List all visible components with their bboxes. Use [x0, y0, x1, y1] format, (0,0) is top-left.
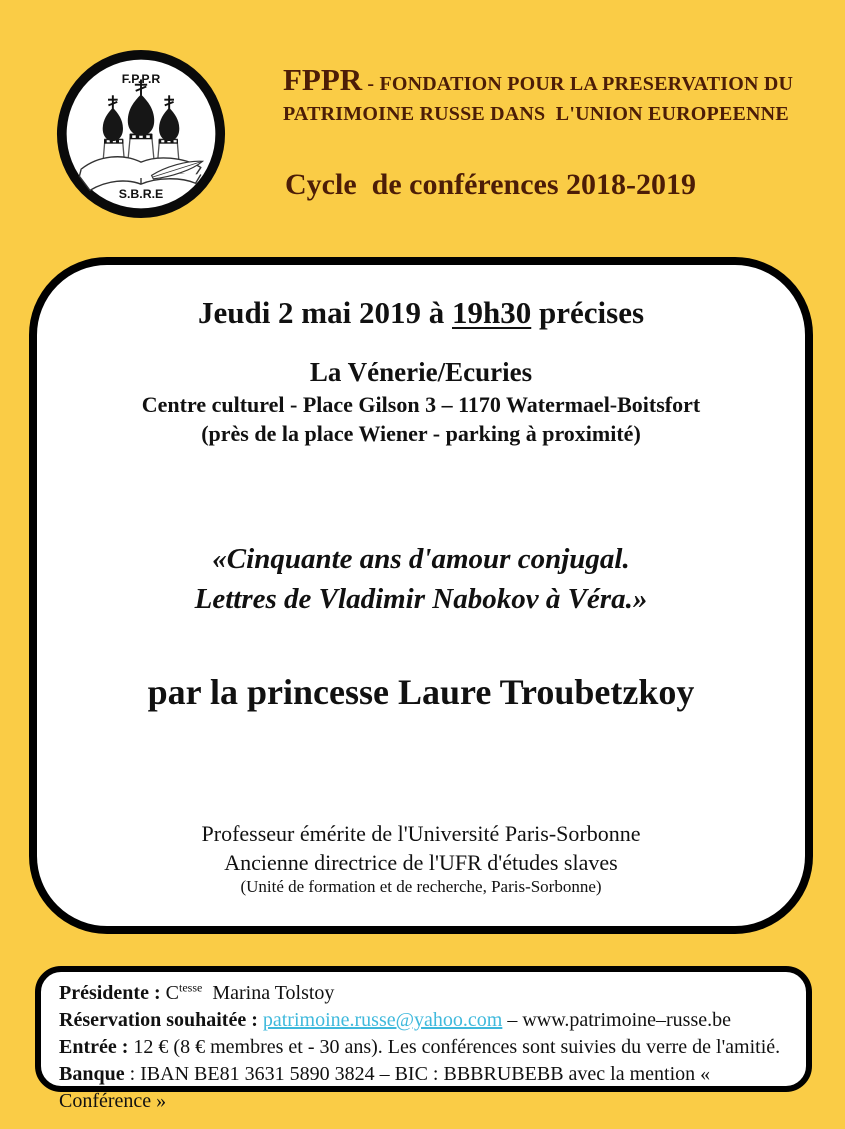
president-title-initial: C	[165, 982, 179, 1004]
email-link[interactable]: patrimoine.russe@yahoo.com	[262, 1009, 503, 1031]
speaker-role-3: (Unité de formation et de recherche, Paris-Sorbonne)	[240, 877, 602, 896]
reservation-label: Réservation souhaitée :	[59, 1009, 263, 1031]
practical-info-box	[35, 966, 812, 1112]
website-text: – www.patrimoine–russe.be	[502, 1009, 731, 1031]
president-name: Marina Tolstoy	[202, 982, 335, 1004]
lecture-title-line1: «Cinquante ans d'amour conjugal.	[212, 543, 630, 575]
event-venue: La Vénerie/Ecuries	[309, 357, 533, 387]
logo-bottom-text: S.B.R.E	[118, 187, 164, 202]
speaker-name: par la princesse Laure Troubetzkoy	[147, 672, 695, 712]
org-abbr: FPPR	[283, 62, 363, 97]
fppr-logo	[49, 46, 233, 222]
event-box	[29, 257, 813, 934]
event-address: Centre culturel - Place Gilson 3 – 1170 Watermael-Boitsfort	[141, 392, 701, 417]
event-date-prefix: Jeudi 2 mai 2019 à	[197, 295, 452, 330]
org-name-line2: PATRIMOINE RUSSE DANS L'UNION EUROPEENNE	[283, 103, 789, 125]
bank-text: : IBAN BE81 3631 5890 3824 – BIC : BBBRUBEBB avec la mention « Conférence »	[59, 1063, 716, 1112]
reservation-line	[59, 1007, 788, 1034]
logo-top-text: F.P.P.R	[121, 71, 161, 86]
entry-fee-line	[59, 1034, 788, 1061]
org-header	[283, 62, 823, 128]
speaker-role-2: Ancienne directrice de l'UFR d'études slaves	[224, 850, 618, 875]
event-access-note: (près de la place Wiener - parking à proximité)	[201, 421, 641, 446]
org-name-rest: - FONDATION POUR LA PRESERVATION DU	[362, 73, 794, 95]
conference-cycle-title: Cycle de conférences 2018-2019	[285, 168, 697, 201]
entry-label: Entrée :	[59, 1036, 129, 1058]
event-date-suffix: précises	[531, 295, 645, 330]
entry-text: 12 € (8 € membres et - 30 ans). Les conférences sont suivies du verre de l'amitié.	[128, 1036, 781, 1058]
speaker-role-1: Professeur émérite de l'Université Paris-Sorbonne	[201, 821, 641, 846]
president-title-superscript: tesse	[178, 980, 203, 995]
event-date	[37, 295, 805, 331]
lecture-title-line2: Lettres de Vladimir Nabokov à Véra.»	[194, 583, 648, 615]
event-time: 19h30	[452, 295, 532, 330]
org-name-line1	[283, 62, 823, 99]
bank-line	[59, 1061, 788, 1115]
president-line	[59, 980, 788, 1007]
bank-label: Banque	[59, 1063, 125, 1085]
president-label: Présidente :	[59, 982, 166, 1004]
